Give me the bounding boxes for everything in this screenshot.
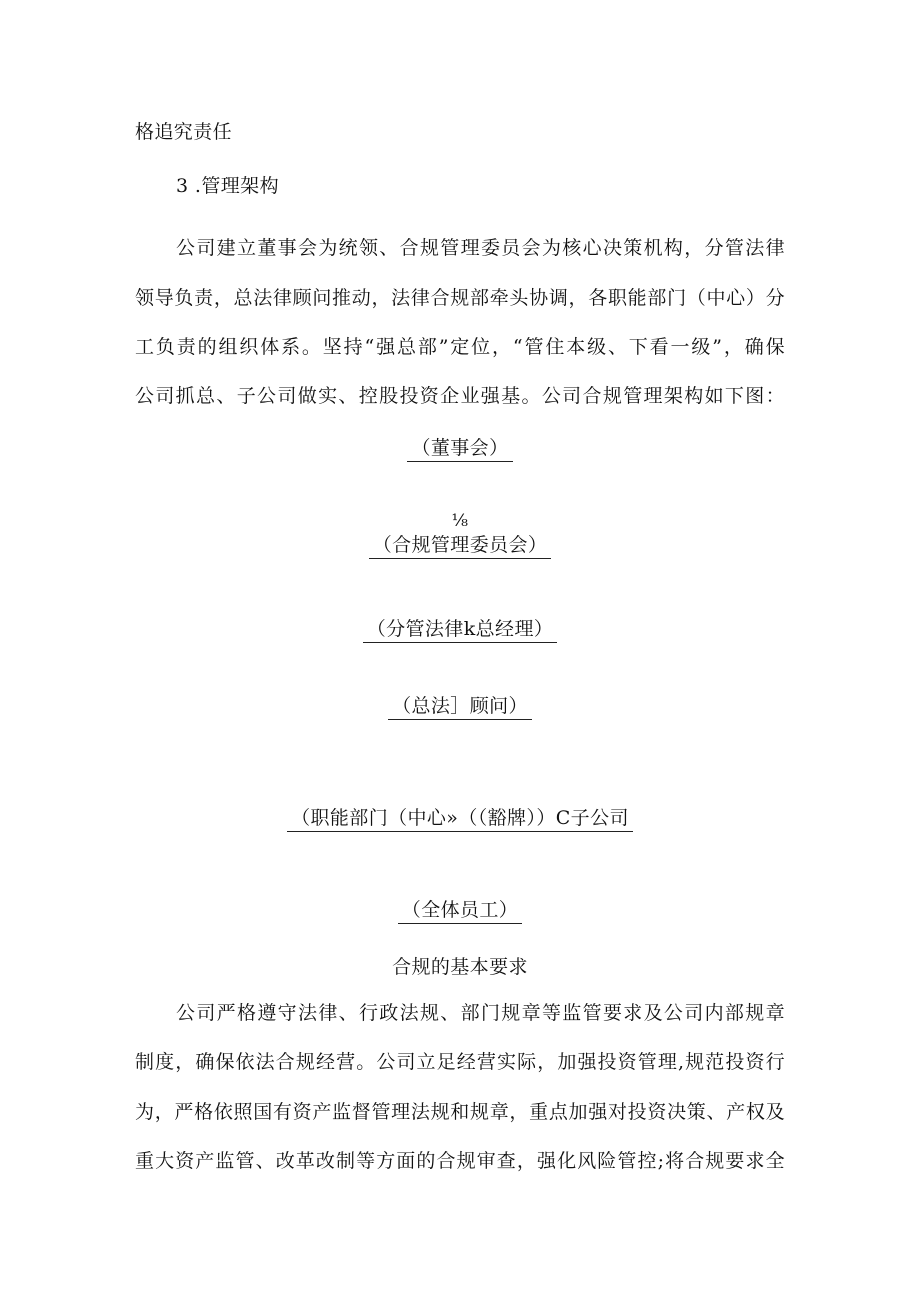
org-node-general-counsel: （总法］顾问） (388, 694, 532, 720)
paragraph-1-line: 领导负责，总法律顾问推动，法律合规部牵头协调，各职能部门（中心）分 (135, 287, 785, 309)
org-node-departments-subsidiaries: （职能部门（中心»（（豁牌））C子公司 (287, 806, 633, 832)
org-node-all-staff: （全体员工） (398, 898, 522, 924)
connector-glyph: ⅛ (451, 511, 469, 531)
subheading: 合规的基本要求 (392, 956, 528, 978)
paragraph-2-line: 重大资产监管、改革改制等方面的合规审查，强化风险管控;将合规要求全 (135, 1150, 785, 1172)
paragraph-1-line: 工负责的组织体系。坚持“强总部”定位，“管住本级、下看一级”，确保 (135, 336, 785, 358)
org-node-vp-legal: （分管法律k总经理） (363, 617, 558, 643)
org-node-board: （董事会） (407, 436, 512, 462)
paragraph-1-line: 公司建立董事会为统领、合规管理委员会为核心决策机构，分管法律 (176, 237, 785, 259)
top-fragment-text: 格追究责任 (135, 121, 233, 143)
paragraph-1-line: 公司抓总、子公司做实、控股投资企业强基。公司合规管理架构如下图： (135, 385, 785, 407)
paragraph-2-line: 为，严格依照国有资产监督管理法规和规章，重点加强对投资决策、产权及 (135, 1101, 785, 1123)
paragraph-2-line: 制度，确保依法合规经营。公司立足经营实际，加强投资管理,规范投资行 (135, 1051, 785, 1073)
paragraph-2-line: 公司严格遵守法律、行政法规、部门规章等监管要求及公司内部规章 (176, 1002, 785, 1024)
org-node-compliance-committee: （合规管理委员会） (369, 533, 552, 559)
section-heading: 3 .管理架构 (176, 175, 279, 197)
